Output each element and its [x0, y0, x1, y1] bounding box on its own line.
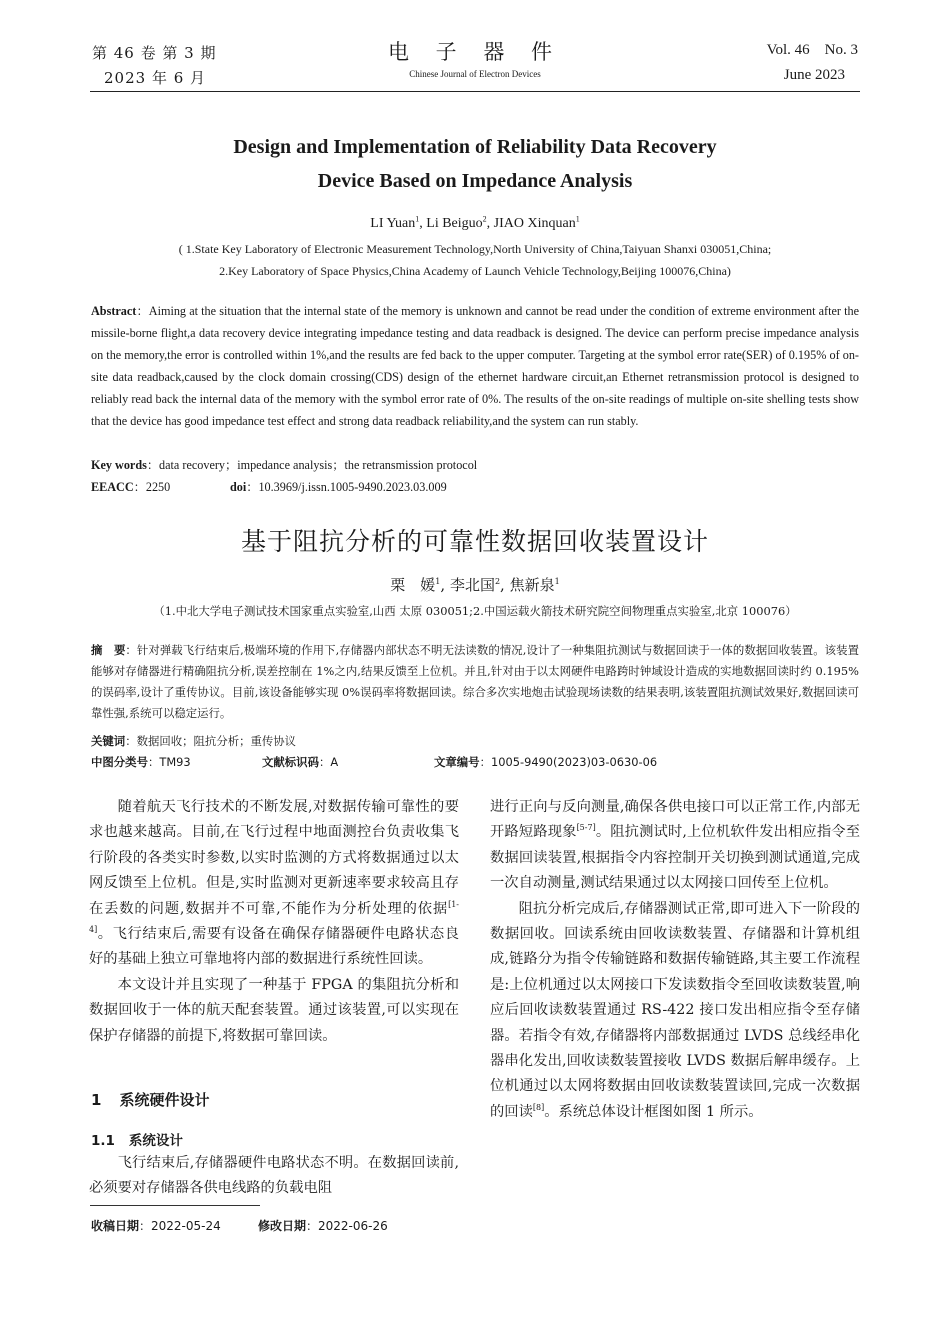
citation: [5-7] — [576, 823, 596, 833]
article-number — [434, 754, 657, 770]
author-sup: 1 — [575, 214, 580, 224]
doi-label: doi — [230, 480, 247, 494]
english-affiliation-line2: 2.Key Laboratory of Space Physics,China Academy of Launch Vehicle Technology,Beijing 100076,China) — [219, 264, 731, 278]
author-sep: , — [440, 576, 446, 594]
section-heading-1-1 — [91, 1129, 183, 1149]
date-en: June 2023 — [783, 67, 845, 83]
paragraph-text: 。系统总体设计框图如图 1 所示。 — [544, 1103, 763, 1120]
paragraph — [490, 795, 860, 897]
eeacc-text: ：2250 — [133, 480, 171, 494]
keywords-text: ：数据回收；阻抗分析；重传协议 — [125, 734, 297, 748]
article-text: ：1005-9490(2023)03-0630-06 — [479, 755, 658, 769]
author-sup: 2 — [482, 214, 487, 224]
article-label: 文章编号 — [434, 755, 480, 769]
author-sep: , — [486, 216, 491, 231]
clc-label: 中图分类号 — [91, 755, 148, 769]
author-name: 李北国 — [449, 576, 495, 594]
author-sup: 1 — [435, 577, 441, 586]
received-label: 收稿日期 — [91, 1219, 140, 1233]
keywords-text: ：data recovery；impedance analysis；the retransmission protocol — [146, 458, 478, 472]
volume-issue-cn: 第 46 卷 第 3 期 — [92, 44, 217, 62]
section-heading-1 — [91, 1089, 209, 1110]
revised-date — [258, 1217, 388, 1234]
abstract-text: ：针对弹载飞行结束后,极端环境的作用下,存储器内部状态不明无法读数的情况,设计了一种集阻抗测试与数据回读于一体的数据回收装置。该装置能够对存储器进行精确阻抗分析,误差控制在 1%之内,结果反馈至上位机。并且,针对由于以太网硬件电路跨时钟域设计造成的实地数据回读时约 0.195%的误码率,设计了重传协议。目前,该设备能够实现 0%误码率将数据回读。综合多次实地炮击试验现场读数的结果表明,该装置阻抗测试效果好,数据回读可靠性强,系统可以稳定运行。 — [91, 643, 859, 720]
section-title: 系统硬件设计 — [119, 1091, 210, 1109]
revised-label: 修改日期 — [258, 1219, 307, 1233]
english-title-line1: Design and Implementation of Reliability Data Recovery — [233, 136, 717, 158]
chinese-affiliation: （1.中北大学电子测试技术国家重点实验室,山西 太原 030051;2.中国运载火箭技术研究院空间物理重点实验室,北京 100076） — [153, 604, 797, 618]
chinese-abstract — [91, 640, 859, 724]
eeacc-label: EEACC — [91, 480, 134, 494]
author-sup: 1 — [554, 577, 560, 586]
section-number: 1 — [91, 1091, 102, 1109]
body-right-column — [490, 795, 860, 1125]
citation: [8] — [532, 1103, 545, 1113]
body-left-column-cont — [89, 1151, 459, 1202]
journal-title-en: Chinese Journal of Electron Devices — [409, 69, 541, 79]
date-cn: 2023 年 6 月 — [104, 69, 207, 87]
revised-text: ：2022-06-26 — [306, 1219, 388, 1233]
paragraph-text: 随着航天飞行技术的不断发展,对数据传输可靠性的要求也越来越高。目前,在飞行过程中地面测控台负责收集飞行阶段的各类实时参数,以实时监测的方式将数据通过以太网反馈至上位机。但是,实时监测对更新速率要求较高且存在丢数的问题,数据并不可靠,不能作为分析处理的依据 — [89, 799, 459, 917]
clc-number — [91, 754, 191, 770]
author-sup: 1 — [415, 214, 420, 224]
author-sep: , — [500, 576, 505, 594]
header-rule — [90, 91, 860, 92]
abstract-label: Abstract — [91, 304, 137, 318]
abstract-label: 摘 要 — [91, 643, 126, 657]
english-keywords — [91, 454, 859, 476]
chinese-authors — [0, 574, 950, 595]
citation: [1-4] — [89, 899, 459, 935]
section-number: 1.1 — [91, 1133, 115, 1149]
abstract-text: ：Aiming at the situation that the internal state of the memory is unknown and cannot be read under the condition of extreme environment after the missile-borne flight,a data recovery device integrating impedance testing and data readback is designed. The device can perform precise impedance analysis on the memory,the error is controlled within 1%,and the results are fed back to the upper computer. Targeting at the symbol error rate(SER) of 0.195% of on-site data readback,caused by the clock domain crossing(CDS) design of the ethernet hardware circuit,an Ethernet retransmission protocol is designed to reliably read back the internal data of the memory with the symbol error rate of 0%. The results of the on-site readings of multiple on-site shelling tests show that the device has good impedance test effect and strong data readback reliability,and the system can run stably. — [91, 304, 859, 428]
author-name: 焦新泉 — [509, 576, 555, 594]
author-name: LI Yuan — [370, 216, 416, 231]
author-sep: , — [419, 216, 423, 231]
footnote-rule — [90, 1205, 260, 1206]
english-title-line2: Device Based on Impedance Analysis — [317, 170, 633, 192]
author-name: JIAO Xinquan — [493, 216, 576, 231]
keywords-label: Key words — [91, 458, 147, 472]
keywords-label: 关键词 — [91, 734, 126, 748]
author-sup: 2 — [494, 577, 501, 586]
received-date — [91, 1217, 221, 1234]
chinese-keywords — [91, 731, 859, 752]
english-doi — [230, 476, 630, 498]
author-name: 栗 媛 — [390, 576, 436, 594]
section-title: 系统设计 — [128, 1133, 183, 1149]
english-authors — [0, 216, 950, 232]
volume-issue-en: Vol. 46 No. 3 — [766, 42, 858, 58]
author-name: Li Beiguo — [426, 216, 483, 231]
english-affiliation-line1: ( 1.State Key Laboratory of Electronic Measurement Technology,North University of China,Taiyuan Shanxi 030051,China; — [178, 242, 772, 256]
body-left-column — [89, 795, 459, 1049]
clc-text: ：TM93 — [147, 755, 191, 769]
paragraph: 飞行结束后,存储器硬件电路状态不明。在数据回读前,必须要对存储器各供电线路的负载电阻 — [89, 1155, 459, 1197]
paragraph-text: 。阻抗测试时,上位机软件发出相应指令至数据回读装置,根据指令内容控制开关切换到测试通道,完成一次自动测量,测试结果通过以太网接口回传至上位机。 — [490, 824, 861, 892]
paragraph: 本文设计并且实现了一种基于 FPGA 的集阻抗分析和数据回收于一体的航天配套装置。通过该装置,可以实现在保护存储器的前提下,将数据可靠回读。 — [89, 976, 459, 1044]
document-code — [262, 754, 338, 770]
chinese-title: 基于阻抗分析的可靠性数据回收装置设计 — [240, 527, 709, 556]
paragraph-text: 。飞行结束后,需要有设备在确保存储器硬件电路状态良好的基础上独立可靠地将内部的数据进行系统性回读。 — [89, 926, 459, 968]
paragraph-text: 进行正向与反向测量,确保各供电接口可以正常工作,内部无开路短路现象 — [490, 799, 860, 841]
english-abstract — [91, 300, 859, 432]
paragraph — [89, 795, 459, 973]
doi-text: ：10.3969/j.issn.1005-9490.2023.03.009 — [246, 480, 447, 494]
journal-title-cn: 电 子 器 件 — [387, 40, 563, 64]
paragraph — [490, 897, 860, 1126]
received-text: ：2022-05-24 — [139, 1219, 221, 1233]
doc-text: ：A — [318, 755, 339, 769]
doc-label: 文献标识码 — [262, 755, 319, 769]
paragraph-text: 阻抗分析完成后,存储器测试正常,即可进入下一阶段的数据回收。回读系统由回收读数装置、存储器和计算机组成,链路分为指令传输链路和数据传输链路,其主要工作流程是:上位机通过以太网接口下发读数指令至回收读数装置,响应后回收读数装置通过 RS-422 接口发出相应指令至存储器。若指令有效,存储器将内部数据通过 LVDS 总线经串化器串化发出,回收读数装置接收 LVDS 数据后解串缓存。上位机通过以太网将数据由回收读数装置读回,完成一次数据的回读 — [490, 900, 860, 1120]
